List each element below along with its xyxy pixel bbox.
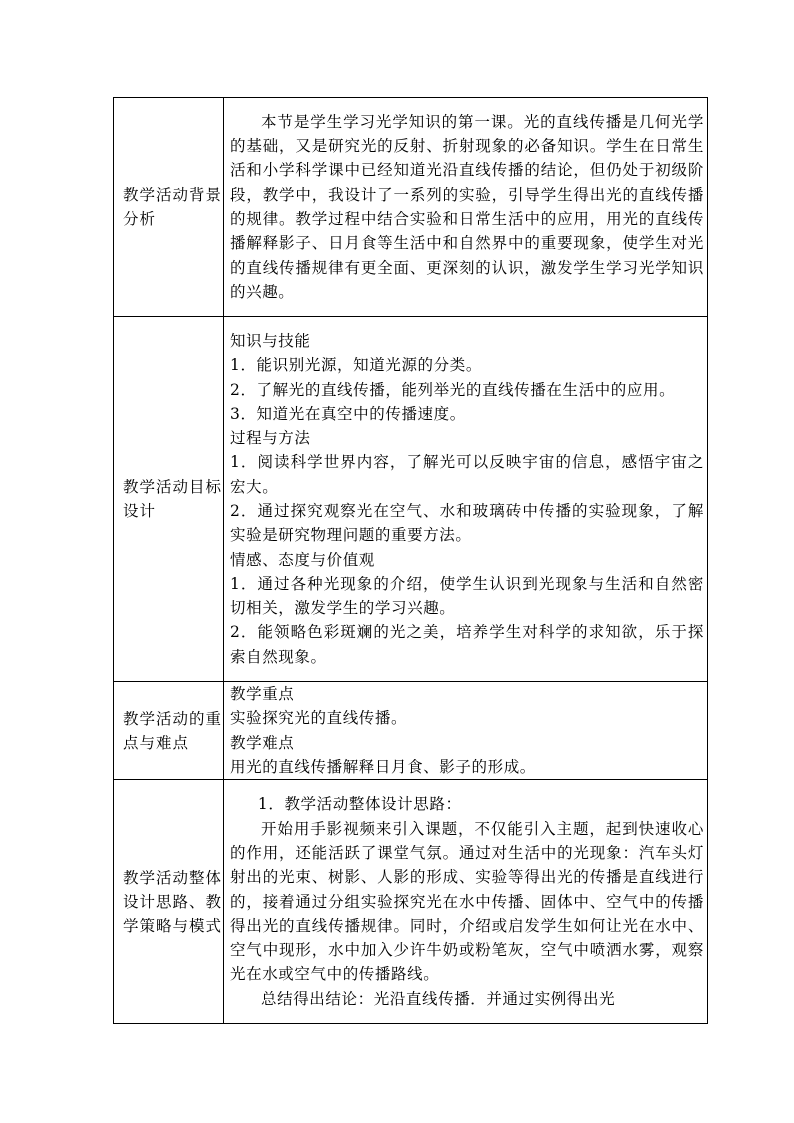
goal-item: 2．通过探究观察光在空气、水和玻璃砖中传播的实验现象，了解实验是研究物理问题的重要方法。 xyxy=(230,502,704,545)
key-point-heading: 教学重点 xyxy=(230,685,295,703)
table-row-design-strategy xyxy=(114,780,708,1024)
goal-heading-process: 过程与方法 xyxy=(230,429,311,448)
goal-item: 2．了解光的直线传播，能列举光的直线传播在生活中的应用。 xyxy=(230,380,676,399)
goal-item: 2．能领略色彩斑斓的光之美，培养学生对科学的求知欲，乐于探索自然现象。 xyxy=(230,623,704,666)
row-content-design-strategy xyxy=(224,780,708,1024)
table-row-background-analysis xyxy=(114,98,708,317)
row-content-key-points xyxy=(224,682,708,780)
goal-item: 1．通过各种光现象的介绍，使学生认识到光现象与生活和自然密切相关，激发学生的学习兴趣。 xyxy=(230,574,704,618)
goal-item: 1．能识别光源，知道光源的分类。 xyxy=(230,356,482,375)
goal-item: 1．阅读科学世界内容，了解光可以反映宇宙的信息，感悟宇宙之宏大。 xyxy=(230,453,704,496)
goal-heading-values: 情感、态度与价值观 xyxy=(230,550,375,569)
design-conclusion: 总结得出结论：光沿直线传播．并通过实例得出光 xyxy=(261,989,616,1008)
goal-item: 3．知道光在真空中的传播速度。 xyxy=(230,404,466,423)
row-content-background-analysis xyxy=(224,98,708,317)
row-label-background-analysis: 教学活动背景分析 xyxy=(114,98,224,317)
table-row-key-points xyxy=(114,682,708,780)
row-content-goal-design xyxy=(224,317,708,682)
background-paragraph: 本节是学生学习光学知识的第一课。光的直线传播是几何光学的基础，又是研究光的反射、折射现象的必备知识。学生在日常生活和小学科学课中已经知道光沿直线传播的结论，但仍处于初级阶段，教学中，我设计了一系列的实验，引导学生得出光的直线传播的规律。教学过程中结合实验和日常生活中的应用，用光的直线传播解释影子、日月食等生活中和自然界中的重要现象，使学生对光的直线传播规律有更全面、更深刻的认识，激发学生学习光学知识的兴趣。 xyxy=(230,112,704,301)
design-heading: 1．教学活动整体设计思路： xyxy=(257,795,462,814)
lesson-plan-table xyxy=(113,97,708,1024)
table-row-goal-design xyxy=(114,317,708,682)
row-label-key-points: 教学活动的重点与难点 xyxy=(114,682,224,780)
key-point-text: 实验探究光的直线传播。 xyxy=(230,709,408,728)
goal-heading-knowledge: 知识与技能 xyxy=(230,331,311,350)
difficulty-heading: 教学难点 xyxy=(230,733,295,752)
difficulty-text: 用光的直线传播解释日月食、影子的形成。 xyxy=(230,757,536,776)
row-label-design-strategy: 教学活动整体设计思路、教学策略与模式 xyxy=(114,780,224,1024)
row-label-goal-design: 教学活动目标设计 xyxy=(114,317,224,682)
design-paragraph: 开始用手影视频来引入课题，不仅能引入主题，起到快速收心的作用，还能活跃了课堂气氛。通过对生活中的光现象：汽车头灯射出的光束、树影、人影的形成、实验等得出光的传播是直线进行的，接着通过分组实验探究光在水中传播、固体中、空气中的传播得出光的直线传播规律。同时，介绍或启发学生如何让光在水中、空气中现形，水中加入少许牛奶或粉笔灰，空气中喷洒水雾，观察光在水或空气中的传播路线。 xyxy=(230,819,704,984)
